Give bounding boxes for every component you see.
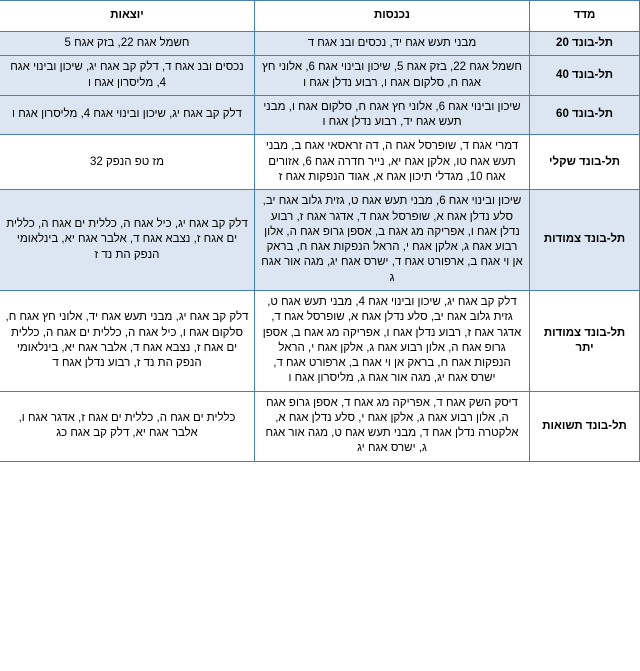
table-row [0,190,640,291]
column-header-measure: מדד [530,1,640,32]
cell-outgoing: חשמל אגח 22, בזק אגח 5 [0,32,255,56]
table-row [0,56,640,96]
table-row [0,135,640,190]
cell-measure: תל-בונד תשואות [530,391,640,461]
cell-outgoing: מז טפ הנפק 32 [0,135,255,190]
cell-outgoing: נכסים ובנ אגח ד, דלק קב אגח יג, שיכון ובינוי אגח 4, מליסרון אגח ו [0,56,255,96]
column-header-incoming: נכנסות [255,1,530,32]
cell-incoming: דיסק השק אגח ד, אפריקה מג אגח ד, אספן גרופ אגח ה, אלון רבוע אגח ג, אלקן אגח י, סלע נדלן אגח א, אלקטרה נדלן אגח ד, מבני תעש אגח ט, מגה אור אגח ג, ישרס אגח יג [255,391,530,461]
cell-measure: תל-בונד צמודות יתר [530,290,640,391]
cell-incoming: דלק קב אגח יג, שיכון ובינוי אגח 4, מבני תעש אגח ט, גזית גלוב אגח יב, סלע נדלן אגח א, שופרסל אגח ד, אדגר אגח ז, רבוע נדלן אגח ו, אפריקה מג אגח ב, אספן גרופ אגח ה, אלון רבוע אגח ג, אלקן אגח י, הראל הנפקות אגח ח, בראק אן וי אגח ב, ארפורט אגח ד, ישרס אגח יג, מגה אור אגח ג, מליסרון אגח ו [255,290,530,391]
table-row [0,32,640,56]
cell-incoming: מבני תעש אגח יד, נכסים ובנ אגח ד [255,32,530,56]
cell-outgoing: דלק קב אגח יג, שיכון ובינוי אגח 4, מליסרון אגח ו [0,95,255,135]
table-row [0,391,640,461]
table-row [0,290,640,391]
cell-outgoing: כללית ים אגח ה, כללית ים אגח ז, אדגר אגח ו, אלבר אגח יא, דלק קב אגח כג [0,391,255,461]
cell-measure: תל-בונד 40 [530,56,640,96]
table-header-row [0,1,640,32]
cell-measure: תל-בונד 20 [530,32,640,56]
cell-outgoing: דלק קב אגח יג, כיל אגח ה, כללית ים אגח ה, כללית ים אגח ז, נצבא אגח ד, אלבר אגח יא, בינלאומי הנפק הת נד ז [0,190,255,291]
column-header-outgoing: יוצאות [0,1,255,32]
cell-measure: תל-בונד שקלי [530,135,640,190]
cell-incoming: שיכון ובינוי אגח 6, אלוני חץ אגח ח, סלקום אגח ו, מבני תעש אגח יד, רבוע נדלן אגח ו [255,95,530,135]
cell-incoming: חשמל אגח 22, בזק אגח 5, שיכון ובינוי אגח 6, אלוני חץ אגח ח, סלקום אגח ו, רבוע נדלן אגח ו [255,56,530,96]
table-body [0,32,640,462]
cell-outgoing: דלק קב אגח יג, מבני תעש אגח יד, אלוני חץ אגח ח, סלקום אגח ו, כיל אגח ה, כללית ים אגח ה, כללית ים אגח ז, נצבא אגח ד, אלבר אגח יא, בינלאומי הנפק הת נד ז, רבוע נדלן אגח ד [0,290,255,391]
cell-incoming: שיכון ובינוי אגח 6, מבני תעש אגח ט, גזית גלוב אגח יב, סלע נדלן אגח א, שופרסל אגח ד, אדגר אגח ז, רבוע נדלן אגח ו, אפריקה מג אגח ב, אספן גרופ אגח ה, אלון רבוע אגח ג, אלקן אגח י, הראל הנפקות אגח ח, בראק אן וי אגח ב, ארפורט אגח ד, ישרס אגח יג, מגה אור אגח ג [255,190,530,291]
table-row [0,95,640,135]
cell-incoming: דמרי אגח ד, שופרסל אגח ה, דה זראסאי אגח ב, מבני תעש אגח טו, אלקן אגח יא, נייר חדרה אגח 6, אזורים אגח 10, מגדלי תיכון אגח א, אגוד הנפקות אגח ז [255,135,530,190]
cell-measure: תל-בונד צמודות [530,190,640,291]
table-header [0,1,640,32]
cell-measure: תל-בונד 60 [530,95,640,135]
